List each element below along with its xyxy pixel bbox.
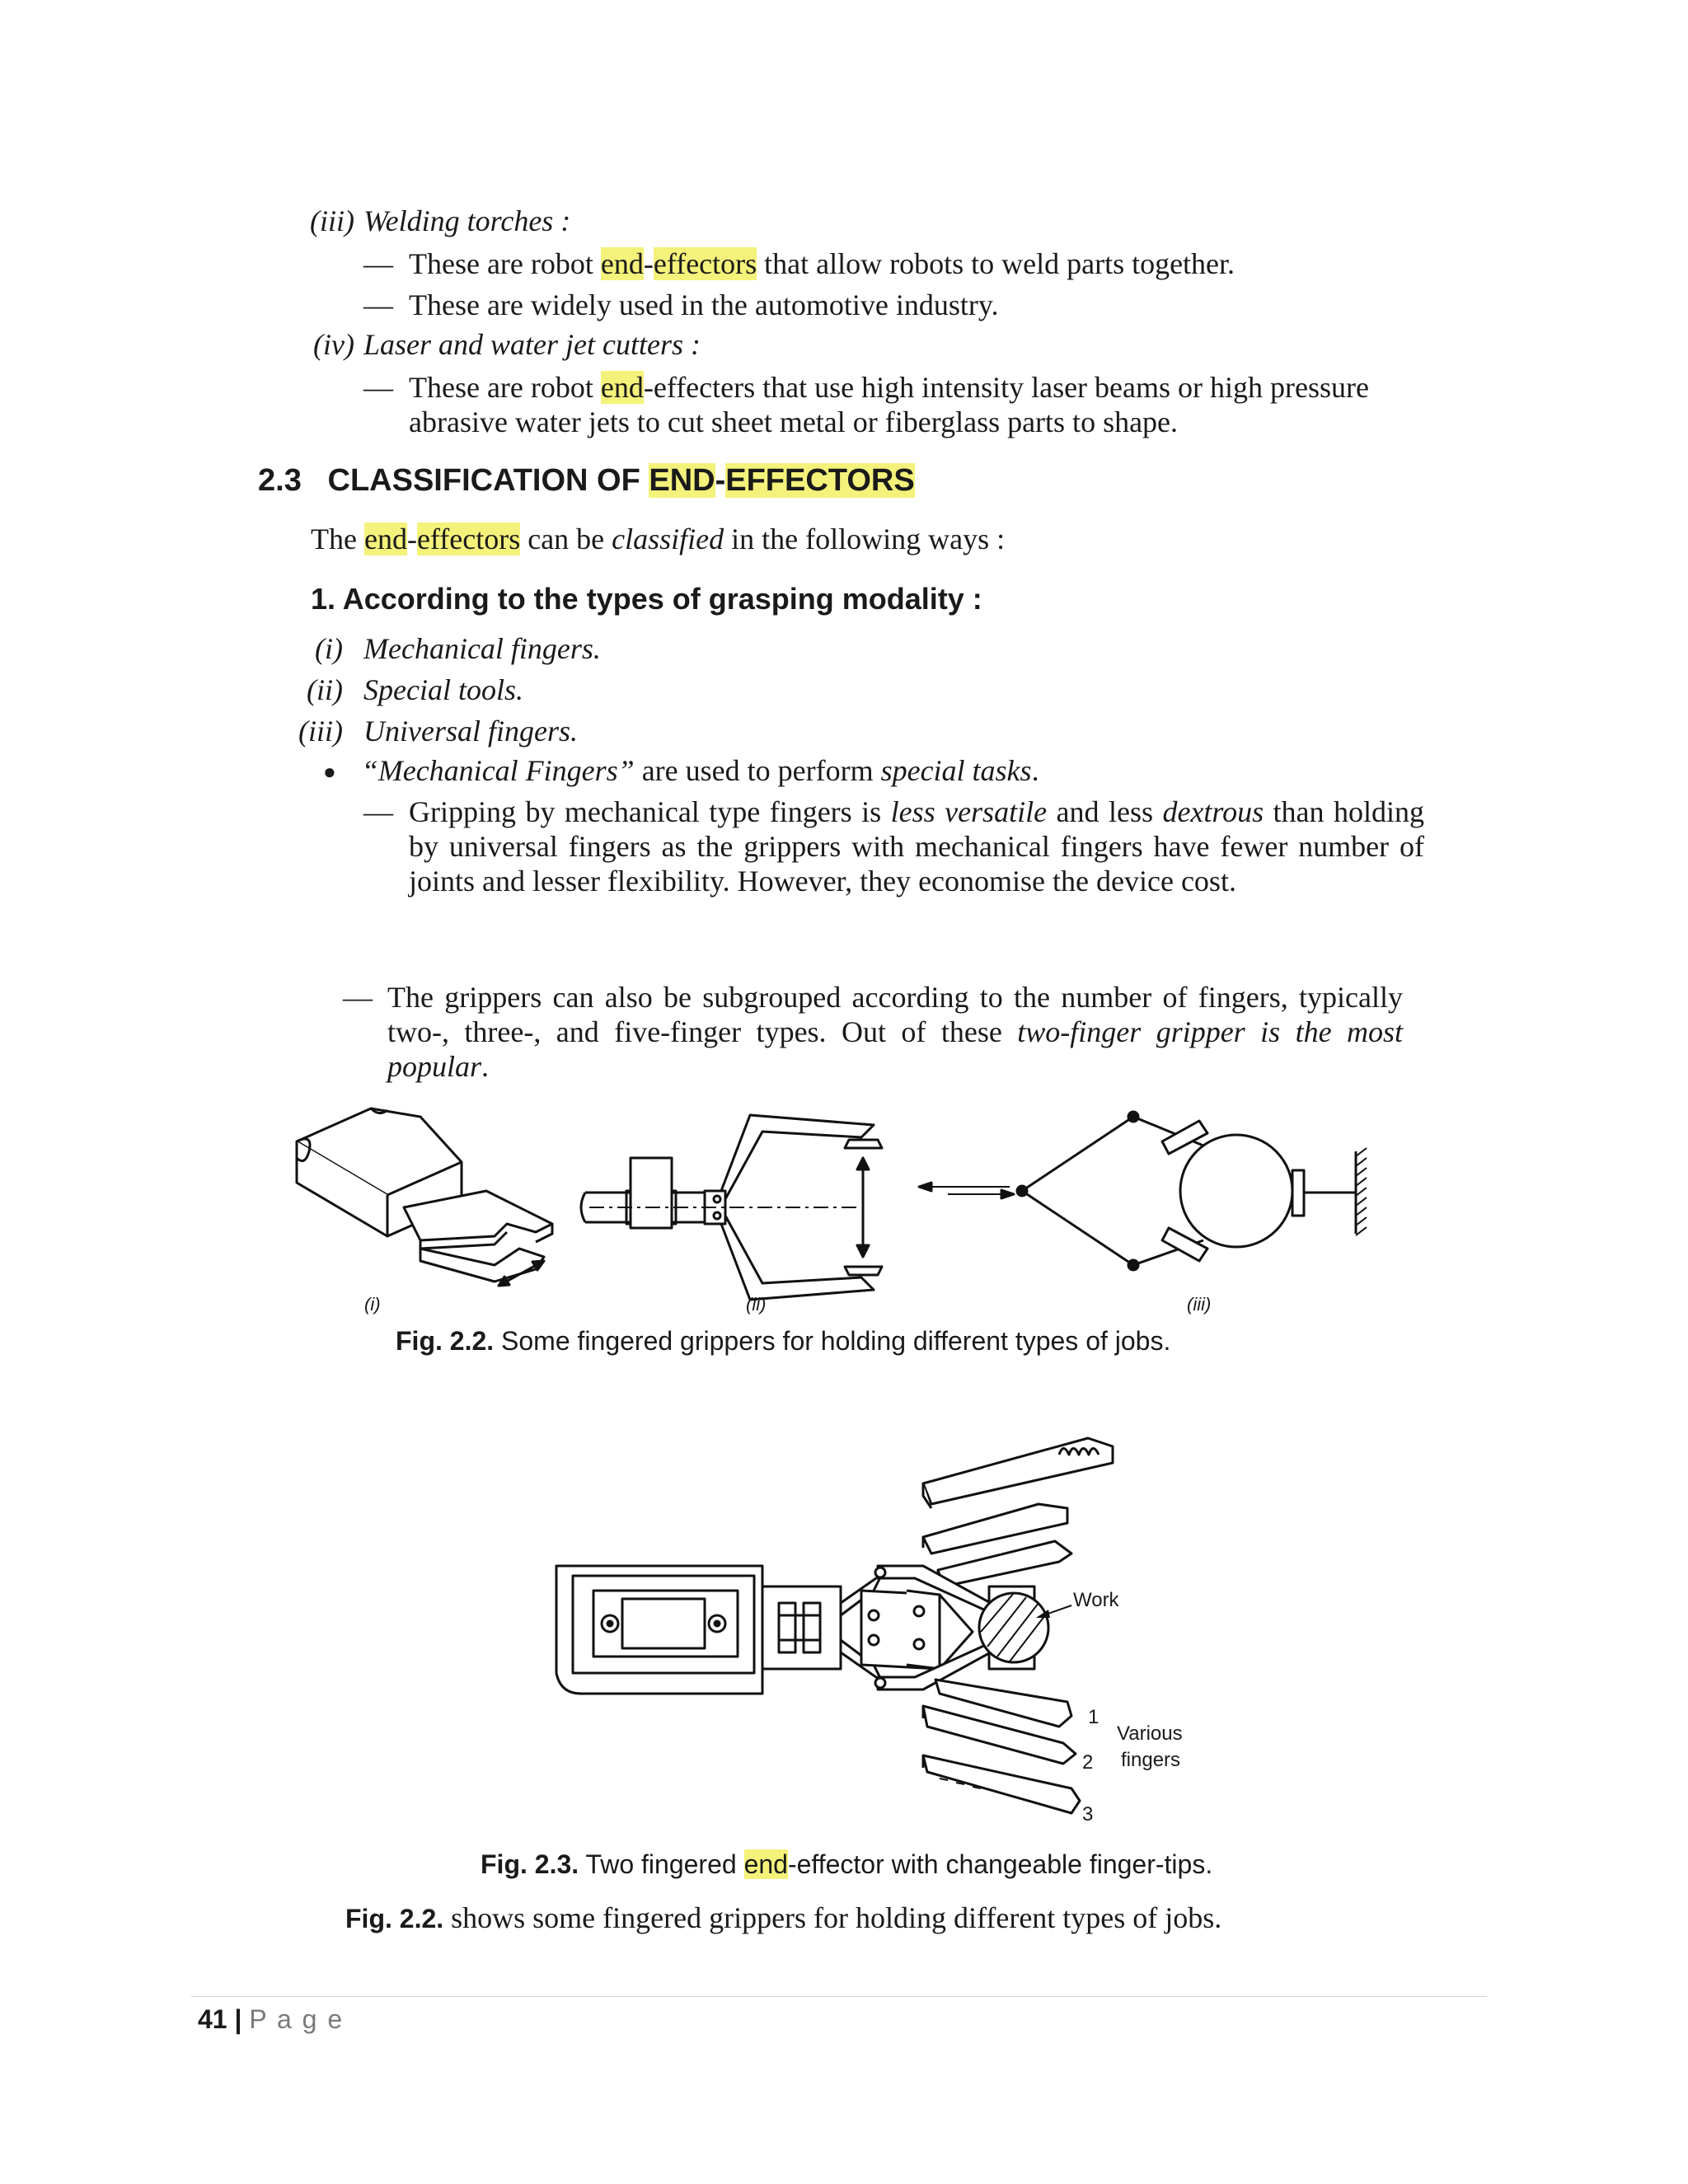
work-label: Work	[1073, 1589, 1119, 1611]
section-heading: 2.3 CLASSIFICATION OF END-EFFECTORS	[258, 463, 915, 498]
list-marker: (iv)	[313, 328, 354, 361]
fingertip-set-bottom	[923, 1680, 1080, 1813]
page-footer: 41 | P a g e	[198, 2004, 345, 2034]
list-item: Universal fingers.	[363, 715, 578, 748]
welding-line-1: These are robot end-effectors that allow robots to weld parts together.	[409, 247, 1236, 280]
dash: —	[343, 981, 373, 1014]
dash: —	[363, 371, 393, 404]
subgroup-paragraph: The grippers can also be subgrouped according to the number of fingers, typically two-, three-, and five-finger types. Out of these two-finger gripper is the most popular.	[387, 981, 1404, 1083]
various-label: Various	[1117, 1722, 1183, 1745]
linkage-gripper-drawing	[581, 1115, 882, 1300]
diamond-gripper-drawing	[919, 1112, 1367, 1270]
laser-line-1: These are robot end-effecters that use high intensity laser beams or high pressure	[409, 371, 1369, 404]
figure-caption: Fig. 2.2. Some fingered grippers for holding different types of jobs.	[396, 1326, 1171, 1356]
list-marker: (ii)	[307, 673, 343, 706]
figure-caption: Fig. 2.3. Two fingered end-effector with changeable finger-tips.	[481, 1849, 1213, 1879]
fingertip-set-top	[923, 1438, 1113, 1586]
section-number: 2.3	[258, 463, 302, 498]
figure-label: (i)	[364, 1294, 381, 1315]
list-item: Special tools.	[363, 673, 523, 706]
bullet-line: ● “Mechanical Fingers” are used to perform special tasks.	[323, 754, 1039, 787]
finger-number: 3	[1082, 1803, 1094, 1825]
subheading: 1. According to the types of grasping modality :	[311, 582, 982, 616]
gripper-body	[556, 1566, 1034, 1694]
various-label: fingers	[1121, 1749, 1181, 1771]
figure-label: (iii)	[1187, 1294, 1212, 1315]
dash: —	[363, 247, 393, 280]
footer-divider	[191, 1996, 1487, 1997]
figure-2-2	[280, 1092, 1385, 1323]
laser-line-2: abrasive water jets to cut sheet metal or fiberglass parts to shape.	[409, 405, 1179, 438]
page-number: 41	[198, 2004, 227, 2034]
finger-number: 2	[1082, 1751, 1094, 1774]
list-marker: (i)	[315, 632, 343, 665]
closing-line: Fig. 2.2. shows some fingered grippers for holding different types of jobs.	[345, 1901, 1222, 1934]
gripping-paragraph: Gripping by mechanical type fingers is less versatile and less dextrous than holding by universal fingers as the grippers with mechanical fingers have fewer number of joints and lesser flexibility. However, they economise the device cost.	[409, 795, 1425, 898]
list-marker: (iii)	[298, 715, 343, 748]
list-item: Mechanical fingers.	[363, 632, 601, 665]
list-item-title: Laser and water jet cutters :	[363, 328, 701, 361]
block-gripper-drawing	[297, 1108, 552, 1286]
page-word: P a g e	[249, 2004, 345, 2034]
dash: —	[363, 795, 393, 828]
bullet-icon: ●	[323, 760, 336, 784]
figure-label: (ii)	[746, 1294, 767, 1315]
list-item-title: Welding torches :	[363, 204, 571, 237]
finger-number: 1	[1088, 1706, 1100, 1728]
intro-text: The end-effectors can be classified in the following ways :	[311, 523, 1006, 555]
work-piece	[979, 1593, 1048, 1662]
list-marker: (iii)	[310, 204, 354, 237]
dash: —	[363, 288, 393, 321]
welding-line-2: These are widely used in the automotive industry.	[409, 288, 999, 321]
